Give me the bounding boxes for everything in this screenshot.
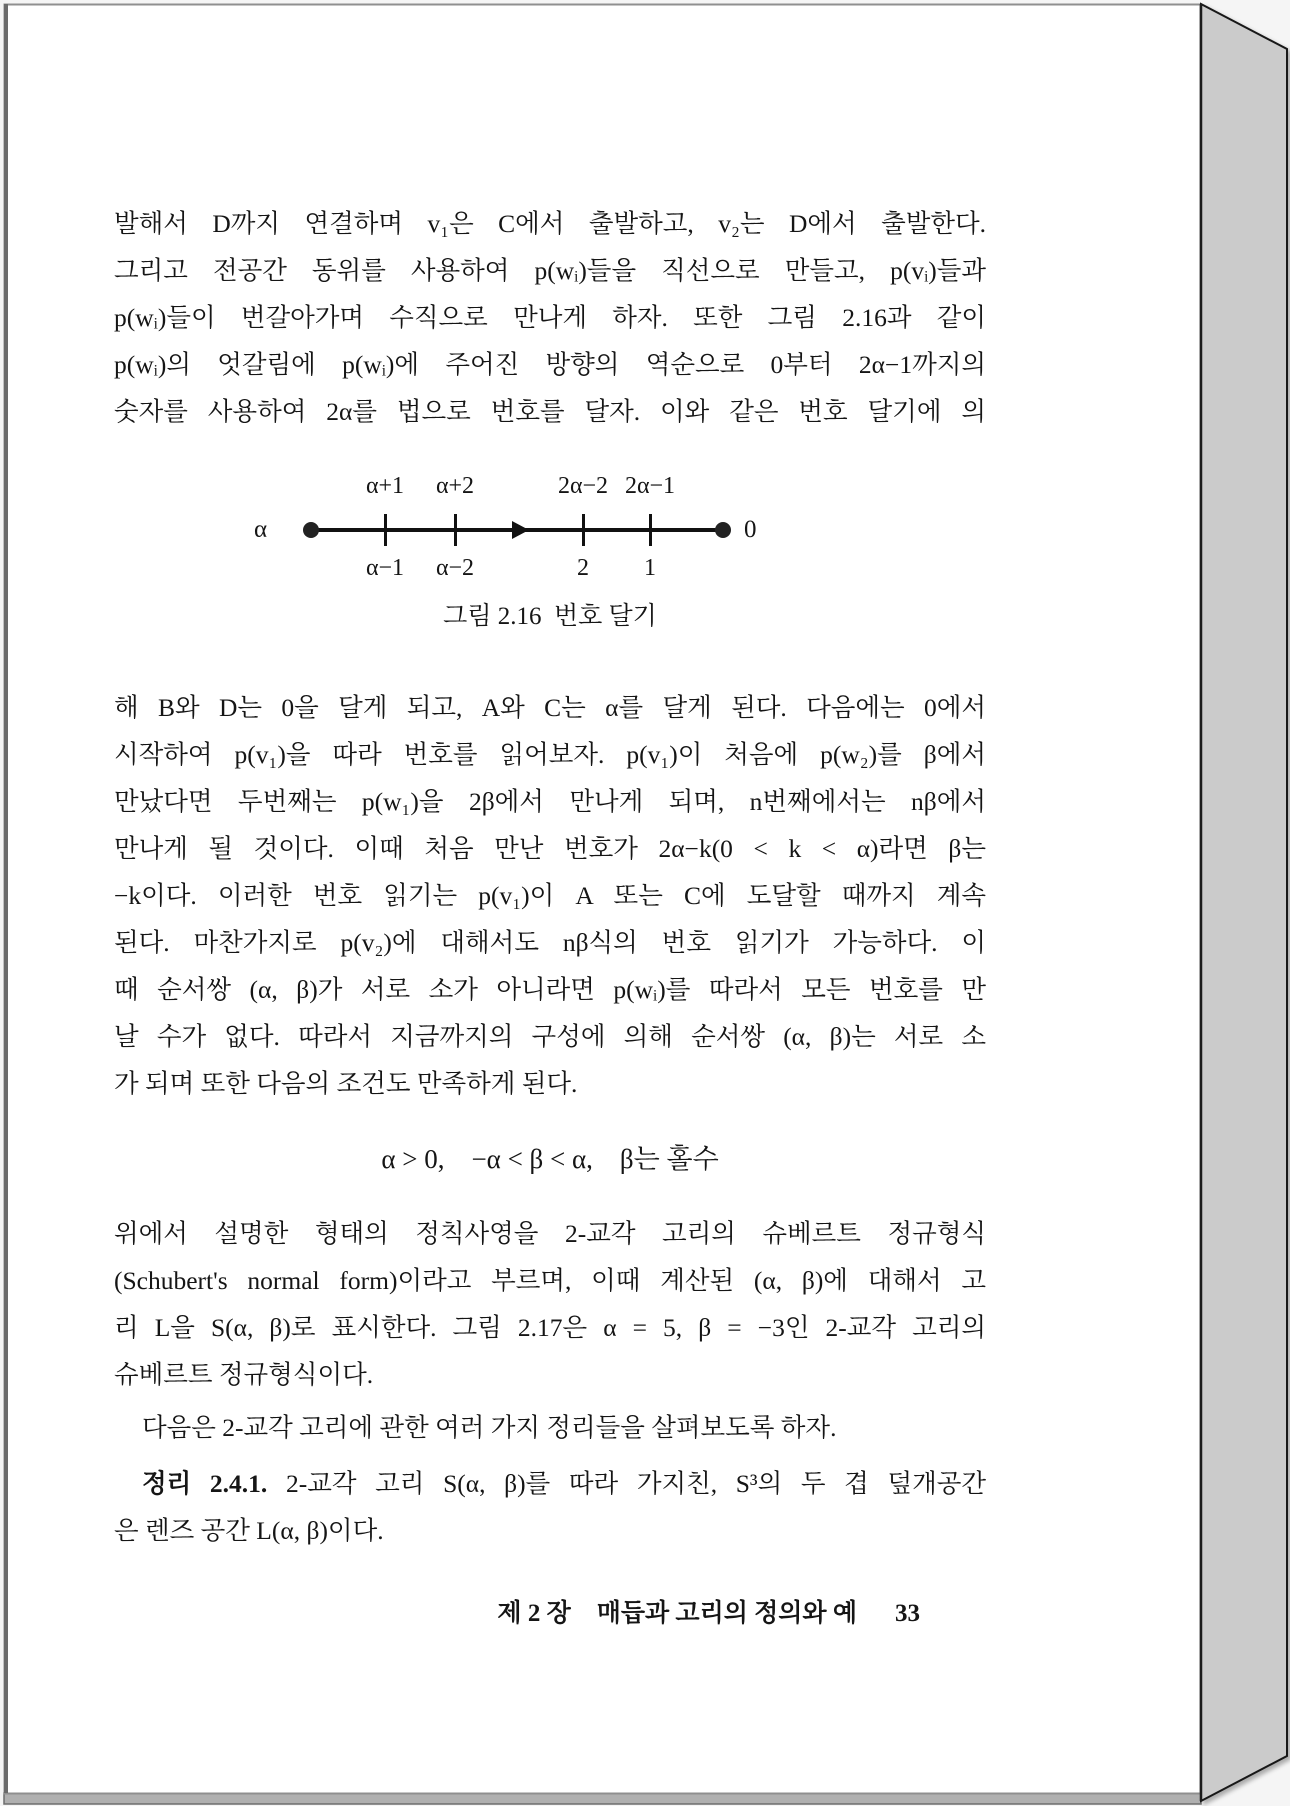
theorem-2-4-1 bbox=[114, 1460, 986, 1554]
paragraph-2 bbox=[114, 684, 986, 1107]
direction-arrow-icon bbox=[512, 521, 529, 539]
theorem-line-1 bbox=[114, 1460, 986, 1507]
tick-label-below-3: 2 bbox=[577, 555, 589, 581]
tick-label-below-1: α−1 bbox=[365, 555, 405, 581]
tick-label-above-2: α+2 bbox=[435, 473, 475, 499]
text-line: p(wᵢ)들이 번갈아가며 수직으로 만나게 하자. 또한 그림 2.16과 같이 bbox=[114, 303, 986, 332]
paragraph-1 bbox=[114, 200, 986, 435]
text-line: 숫자를 사용하여 2α를 법으로 번호를 달자. 이와 같은 번호 달기에 의 bbox=[114, 397, 986, 426]
text-line: 시작하여 p(v₁)을 따라 번호를 읽어보자. p(v₁)이 처음에 p(w₂)를 β에서 bbox=[114, 740, 986, 769]
paragraph-4 bbox=[114, 1404, 986, 1451]
chapter-number: 제 2 장 bbox=[497, 1600, 571, 1627]
text-line: 그리고 전공간 동위를 사용하여 p(wᵢ)들을 직선으로 만들고, p(vᵢ)들과 bbox=[114, 256, 986, 285]
right-endpoint-label: 0 bbox=[744, 516, 757, 543]
text-line: 위에서 설명한 형태의 정칙사영을 2-교각 고리의 슈베르트 정규형식 bbox=[114, 1219, 986, 1248]
theorem-line-2: 은 렌즈 공간 L(α, β)이다. bbox=[114, 1516, 384, 1545]
page-footer bbox=[114, 1590, 986, 1637]
tick-mark-2 bbox=[454, 514, 457, 546]
theorem-label: 정리 2.4.1. bbox=[142, 1469, 268, 1498]
text-line: 만났다면 두번째는 p(w₁)을 2β에서 만나게 되며, n번째에서는 nβ에서 bbox=[114, 787, 986, 816]
tick-mark-4 bbox=[649, 514, 652, 546]
left-endpoint-dot bbox=[303, 522, 319, 538]
text-line: 슈베르트 정규형식이다. bbox=[114, 1360, 374, 1389]
tick-label-above-4: 2α−1 bbox=[624, 473, 676, 499]
left-endpoint-label: α bbox=[254, 516, 268, 543]
text-line: 가 되며 또한 다음의 조건도 만족하게 된다. bbox=[114, 1069, 578, 1098]
chapter-title: 매듭과 고리의 정의와 예 bbox=[596, 1600, 857, 1627]
tick-label-above-3: 2α−2 bbox=[557, 473, 609, 499]
text-line: 해 B와 D는 0을 달게 되고, A와 C는 α를 달게 된다. 다음에는 0에서 bbox=[114, 693, 986, 722]
tick-mark-1 bbox=[384, 514, 387, 546]
figure-number-line bbox=[114, 470, 986, 595]
tick-mark-3 bbox=[582, 514, 585, 546]
text-line: p(wᵢ)의 엇갈림에 p(wᵢ)에 주어진 방향의 역순으로 0부터 2α−1까지의 bbox=[114, 350, 986, 379]
tick-label-below-4: 1 bbox=[644, 555, 656, 581]
display-equation: α > 0, −α < β < α, β는 홀수 bbox=[381, 1144, 719, 1174]
text-line: 만나게 될 것이다. 이때 처음 만난 번호가 2α−k(0 < k < α)라면 β는 bbox=[114, 834, 986, 863]
page-bottom-edge bbox=[4, 1793, 1201, 1804]
text-line: 때 순서쌍 (α, β)가 서로 소가 아니라면 p(wᵢ)를 따라서 모든 번호를 만 bbox=[114, 975, 986, 1004]
text-line: 리 L을 S(α, β)로 표시한다. 그림 2.17은 α = 5, β = −3인 2-교각 고리의 bbox=[114, 1313, 986, 1342]
figure-caption: 그림 2.16 번호 달기 bbox=[443, 603, 657, 630]
paragraph-3 bbox=[114, 1210, 986, 1398]
tick-label-below-2: α−2 bbox=[435, 555, 475, 581]
page-side-panel bbox=[1201, 4, 1287, 1801]
text-line: 발해서 D까지 연결하며 v₁은 C에서 출발하고, v₂는 D에서 출발한다. bbox=[114, 209, 986, 238]
page-number: 33 bbox=[895, 1600, 920, 1627]
theorem-statement-part1: 2-교각 고리 S(α, β)를 따라 가지친, S³의 두 겹 덮개공간 bbox=[267, 1469, 986, 1498]
text-line: −k이다. 이러한 번호 읽기는 p(v₁)이 A 또는 C에 도달할 때까지 계속 bbox=[114, 881, 986, 910]
tick-label-above-1: α+1 bbox=[365, 473, 405, 499]
text-line: 다음은 2-교각 고리에 관한 여러 가지 정리들을 살펴보도록 하자. bbox=[142, 1413, 837, 1442]
text-line: 된다. 마찬가지로 p(v₂)에 대해서도 nβ식의 번호 읽기가 가능하다. 이 bbox=[114, 928, 986, 957]
right-endpoint-dot bbox=[715, 522, 731, 538]
text-line: 날 수가 없다. 따라서 지금까지의 구성에 의해 순서쌍 (α, β)는 서로 소 bbox=[114, 1022, 986, 1051]
text-line: (Schubert's normal form)이라고 부르며, 이때 계산된 (α, β)에 대해서 고 bbox=[114, 1266, 986, 1295]
